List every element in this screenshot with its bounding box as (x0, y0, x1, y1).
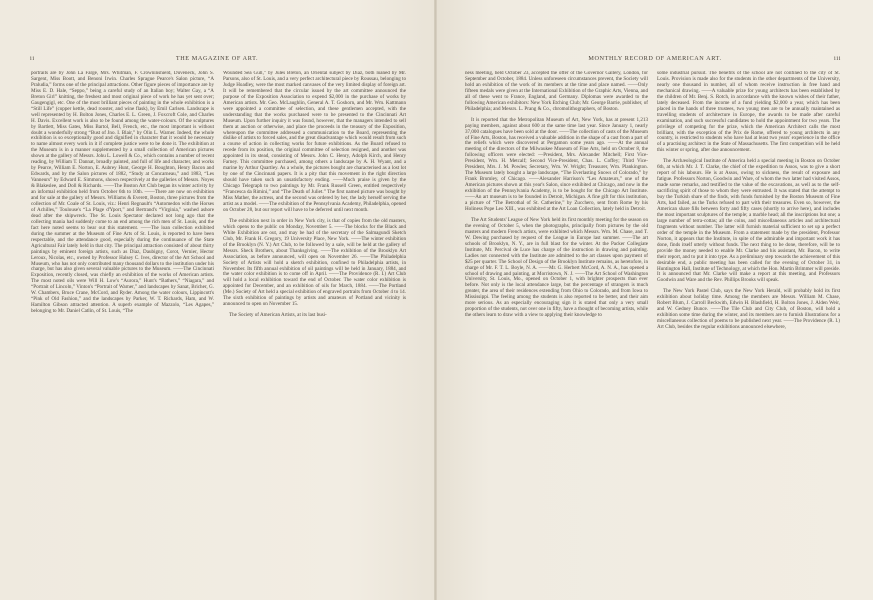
paragraph: portraits are by John La Farge, Mrs. Whitman, F. Crowninshield, Duveneck, John S. Sargent, Miss Boott, and Benoni Irwin. Charles Sprague Pearce's Salon picture, “A Praludia,” forms one of the principal attractions. Other figure pieces of importance are by Miss E. D. Hale, “Seppo,” being a careful study of an Italian boy; Walter Gay, a “A Breton Girl” knitting, the freshest and most original piece of work he has yet sent over; Gaugengigl, etc. One of the most brilliant pieces of painting in the whole exhibition is a “Still Life” (copper kettle, dead rooster, and wine flask), by Emil Carlsen. Landscape is well represented by H. Bolton Jones, Charles E. L. Green, J. Foxcroft Cole, and Charles H. Davis. Excellent work is also to be found among the water-colours. Of the sculptures by Bartlett, Miss Gates, Miss Bartol, Bell, French, etc., the most important is without doubt a wonderfully strong “Bust of Jno. I. Blair,” by Olin L. Warner. Indeed, the whole exhibition is so exceptionally good and dignified in character that it would be necessary to name almost every work in it if complete justice were to be done it. The exhibition at the Museum is in a manner supplemented by a small collection of American pictures shown at the gallery of Messrs. Johu L. Lowell & Co., which contains a number of recent reading, by William T. Dannat, broadly painted, and full of life and character, and works by Pearce, William E. Norton, E. Aubrey Hunt, George H. Boughton, Henry Bacon and Edwards, and by the Salon pictures of 1882, “Study at Concarneau,” and 1883, “Les Vanneurs” by Edward E. Simmons, shown respectively at the galleries of Messrs. Noyes & Blakeslee, and Doll & Richards. ——The Boston Art Club began its winter activity by an informal exhibition held from October 6th to 10th. ——There are now on exhibition and for sale at the gallery of Messrs. Williams & Everett, Boston, three pictures from the collection of Mr. Coale of St. Louis, viz.: Henri Regnault's “Automedon with the Horses of Achilles,” Toulouse's “La Plage d'Yport,” and Bertrand's “Virginia,” washed ashore dead after the shipwreck. The St. Louis Spectator declared not long ago that the collecting mania had suddenly come to an end among the rich men of St. Louis, and the fact here noted seems to bear out this statement. ——The loan collection exhibited during the summer at the Museum of Fine Arts of St. Louis, is reported to have been respectable, and the attendance good, especially during the continuance of the State Agricultural Fair lately held in that city. The principal attraction consisted of about thirty paintings by eminent foreign artists, such as Diaz, Daubigny, Corot, Vernier, Hector Leroux, Nicolas, etc., owned by Professor Halsey C. Ives, director of the Art School and Museum, who has not only contributed many thousand dollars to the institution under his charge, but has also given several valuable pictures to the Museum. ——The Cincinnati Exposition, recently closed, was chiefly an exhibition of the works of American artists. The most noted oils were Will H. Low's “Aurora,” Hunt's “Bathers,” “Niagara,” and “Portrait of Lincoln,” Vinton's “Portrait of Warner,” and landscapes by Sanat, Bricher, G. W. Chambers, Bruce Crane, McCord, and Ryder. Among the water colours, Lippincott's “Pink of Old Fashion,” and the landscapes by Parker, W. T. Richards, Ham, and W. Hamilton Gibson attracted attention. A superb example of Mazzolo, “Les Agapes,” belonging to Mr. Daniel Catlin, of St. Louis, “The (31, 71, 214, 315)
left-column-1 (31, 71, 214, 517)
right-column-2 (657, 71, 840, 517)
paragraph: The exhibition next in order in New York city, is that of copies from the old masters, which opens to the public on Monday, November 5. ——The blocks for the Black and White Exhibition are out, and may be had of the secretary of the Salmagundi Sketch Club, Mr. Frank H. Gregory, 19 University Place, New York. ——The winter exhibition of the Brooklyn (N. Y.) Art Club, to be followed by a sale, will be held at the gallery of Messrs. Sheck Brothers, about Thanksgiving. ——The exhibition of the Brooklyn Art Association, as before announced, will open on November 26. ——The Philadelphia Society of Artists will hold a sketch exhibition, confined to Philadelphia artists, in November. Its fifth annual exhibition of oil paintings will be held in January, 1884, and the water color exhibition is to come off in April. ——The Providence (R. I.) Art Club will hold a local exhibition toward the end of October. The water color exhibition is appointed for December, and an exhibition of oils for March, 1884. ——The Portland (Me.) Society of Art held a special exhibition of engraved portraits from October 4 to 14. The sixth exhibition of paintings by artists and amateurs of Portland and vicinity is announced to open on November 15. (223, 217, 406, 308)
right-page-number: iii (834, 55, 841, 62)
left-page-number: ii (30, 55, 35, 62)
paragraph: The Archæological Institute of America held a special meeting in Boston on October 6th, at which Mr. J. T. Clarke, the chief of the expedition to Assos, was to give a short report of his labours. He is at Assos, owing to sickness, the result of exposure and fatigue. Professors Norton, Goodwin and Ware, of whom the two latter had visited Assos, made some remarks, and testified to the value of the excavations, as well as to the self-sacrificing spirit of those to whom they were entrusted. It was stated that the attempt to buy the Turkish share of the finds, with funds furnished by the Boston Museum of Fine Arts, had failed, as the Turks refused to part with their treasures. Even so, however, the American share fills between forty and fifty cases (shortly to arrive here), and includes the most important sculptures of the temple; a marble head; all the inscriptions but one; a large number of terra-cottas; all the coins, and miscellaneous articles and architectural fragments without number. The latter will furnish material sufficient to set up a perfect order of the temple in the Museum. From a statement made by the president, Professor Norton, it appears that the Institute, in spite of the admirable and important work it has done, finds itself utterly without funds. The next thing to be done, therefore, will be to provide the money needed to enable Mr. Clarke and his assistant, Mr. Bacon, to write their report, and to put it into type. As a preliminary step towards the achievement of this desirable end, a public meeting has been called for the evening of October 31, in Huntington Hall, Institute of Technology, at which the Hon. Martin Brimmer will preside. It is announced that Mr. Clarke will make a report at this meeting, and Professors Goodwin and Ware and the Rev. Phillips Brooks will speak. (657, 158, 840, 284)
right-running-title: MONTHLY RECORD OF AMERICAN ART. (588, 55, 722, 62)
paragraph: The Society of American Artists, at its last busi- (229, 312, 327, 319)
left-running-title: THE MAGAZINE OF ART. (175, 55, 259, 62)
paragraph: It is reported that the Metropolitan Museum of Art, New York, has at present 1,213 paying members, against about 600 at the same time last year. Since January 1, nearly 37,000 catalogues have been sold at the door. ——The collection of casts of the Museum of Fine Arts, Boston, has received a valuable addition in the shape of a cast from a part of the reliefs which were discovered at Pergamon some years ago. ——At the annual meeting of the directors of the Milwaukee Museum of Fine Arts, held on October 8, the following officers were elected: —President, Mrs. Alexander Mitchell; First Vice-President, Wm. H. Metcalf; Second Vice-President, Chas. L. Coffey; Third Vice-President, Mrs. J. M. Powles; Secretary, Wm. W. Wright; Treasurer, Wm. Plankington. The Museum lately bought a large landscape, “The Everlasting Snows of Colorado,” by Frank Bromley, of Chicago. ——Alexander Harrison's “Les Amateurs,” one of the American pictures shown at this year's Salon, since exhibited at Chicago, and now in the exhibition of the Pennsylvania Academy, is to be bought for the Chicago Art Institute. ——An art museum is to be founded in Detroit, Michigan. A fine gift for this institution, a picture of “The Betrothal of St. Catherine,” by Zucchero, sent from Rome by his Holiness Pope Leo XIII., was exhibited at the Art Loan Collection, lately held in Detroit. (465, 116, 648, 212)
left-column-2 (223, 71, 406, 517)
paragraph: The Art Students' League of New York held its first monthly meeting for the season on the evening of October 5, when the photographs, principally from pictures by the old masters and modern French artists, were exhibited which Messrs. Wm. M. Chase, and T. W. Dewing purchased by request of the League in Europe last summer. ——The art schools of Brooklyn, N. Y., are in full blast for the winter. At the Packer Collegiate Institute, Mr. Percival de Luce has charge of the instruction in drawing and painting. Ladies not connected with the Institute are admitted to the art classes upon payment of $25 per quarter. The School of Design of the Brooklyn Institute remains, as heretofore, in charge of Mr. F. T. L. Boyle, N. A. ——Mr. G. Herbert McCord, A. N. A., has opened a school of drawing and painting, at Morristown, N. J. ——The Art School of Washington University, St. Louis, Mo., opened on October 1, with brighter prospects than ever before. Not only is the local attendance large, but the percentage of strangers is much greater, the area of their residences extending from Ohio to Colorado, and from Iowa to Mississippi. The feeling among the students is also reported to be better, and their aim more serious. As an especially encouraging sign it is stated that only a very small proportion of the students, not over one in fifty, have a thought of becoming artists, while the others learn to draw with a view to applying their knowledge to (465, 216, 648, 319)
paragraph: The New York Pastel Club, says the New York Herald, will probably hold its first exhibition about holiday time. Among the members are Messrs. William M. Chase, Robert Blum, J. Carroll Beckwith, Edwin H. Blashfield, H. Bolton Jones, J. Alden Weir, and W. Gedney Bunce. ——The Tile Club and City Club, of Boston, will hold a exhibition some time during the winter, and its members are to furnish illustrations for a miscellaneous collection of poems to be published next year. ——The Providence (R. I.) Art Club, besides the regular exhibitions announced elsewhere, (657, 288, 840, 331)
left-page (0, 0, 434, 600)
paragraph: ness meeting, held October 23, accepted the offer of the Governor Gallery, London, for September and October, 1884. Unless unforeseen circumstances prevent, the Society will hold an exhibition of the work of its members at the time and place named. ——Only fifteen medals were given at the International Exhibition of the Graphic Arts, Vienna, and all of these went to France, England, and Germany. Diplomas were awarded to the following American exhibitors: New York Etching Club; Mr. George Barrie, publisher, of Philadelphia; and Messrs. L. Prang & Co., chromolithographers, of Boston. (465, 71, 648, 112)
right-column-1 (465, 71, 648, 517)
paragraph: some industrial pursuit. The benefits of the school are not confined to the city of St. Louis. Provision is made also for the students in the other departments of the University, nearly one thousand in number, all of whom receive instruction in free hand and mechanical drawing. ——A valuable prize for young architects has been established by the children of Mr. Benj. S. Rotch, in accordance with the known wishes of their father, lately deceased. From the income of a fund yielding $2,000 a year, which has been placed in the hands of three trustees, two young men are to be annually maintained as travelling students of architecture in Europe, the awards to be made after careful examination, and such successful candidates to hold the appointment for two years. The privilege of competing for the prize, which the American Architect calls the most brilliant, with the exception of the Prix de Rome, offered to young architects in any country, is restricted to students who have had at least two years' experience in the office of a practising architect in the State of Massachusetts. The first competition will be held this winter or spring, after due announcement. (657, 71, 840, 154)
right-page (437, 0, 873, 600)
paragraph: Wounded Sea Gull,” by Jules Breton, an Oriental subject by Diaz, both loaned by Mr. Parsons, also of St. Louis, and a very perfect architectural piece by Roussau, belonging to Judge Hoadley, were the most marked canvases of the very limited display of foreign art. It will be remembered that the circular issued by the art committee announced the purpose of the Exposition Association to expend $2,000 in the purchase of works by American artists. Mr. Geo. McLaughlin, General A. T. Goshorn, and Mr. Wm. Kattmann were appointed a committee of selection, and these gentlemen accepted, with the understanding that the works purchased were to be presented to the Cincinnati Art Museum. Upon further inquiry it was found, however, that the managers intended to sell them at auction or otherwise, and place the proceeds in the treasury of the Exposition, whereupon the committee addressed a communication to the Board, representing the dislike of artists to forced sales, and the great disadvantage which would result from such a course of action in collecting works for future exhibitions. As the Board refused to recede from its position, the original committee of selection resigned, and another was appointed in its stead, consisting of Messrs. John C. Henry, Adolph Kirch, and Henry Farney. This committee purchased, among others a landscape by A. H. Wyant, and a marine by Arthur Quartley. As a whole, the pictures bought are characterised as a lost lot by one of the Cincinnati papers. It is a pity that this movement in the right direction should have taken such an unsatisfactory ending. ——Much praise is given by the Chicago Telegraph to two paintings by Mr. Frank Russell Green, entitled respectively “Francesca da Rimini,” and “The Death of Juliet.” The first named picture was bought by Miss Mather, the actress, and the second was ordered by her, the lady herself serving the artist as a model. ——The exhibition of the Pennsylvania Academy, Philadelphia, opened on October 28, but our report will have to be deferred until next month. (223, 71, 406, 213)
